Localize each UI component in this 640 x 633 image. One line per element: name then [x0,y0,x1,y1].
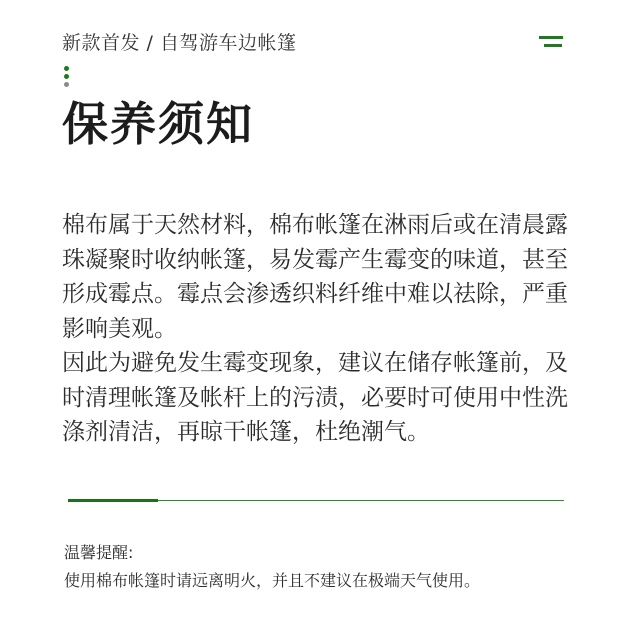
menu-icon-bar-top [539,36,563,39]
menu-icon[interactable] [536,36,566,48]
menu-icon-bar-bottom [544,44,562,47]
tip-text: 使用棉布帐篷时请远离明火，并且不建议在极端天气使用。 [64,571,481,590]
body-paragraph-2: 因此为避免发生霉变现象，建议在储存帐篷前，及时清理帐篷及帐杆上的污渍，必要时可使用中性洗涤剂清洁，再晾干帐篷，杜绝潮气。 [62,350,568,445]
dot [64,74,69,79]
tip-title: 温馨提醒: [64,543,134,562]
care-instructions-body [62,208,577,450]
dot [64,66,69,71]
body-paragraph-1: 棉布属于天然材料，棉布帐篷在淋雨后或在清晨露珠凝聚时收纳帐篷，易发霉产生霉变的味道，甚至形成霉点。霉点会渗透织料纤维中难以祛除，严重影响美观。 [62,212,568,342]
dot [64,82,69,87]
section-divider-accent [68,499,158,502]
decorative-dots-icon [64,66,70,88]
page-title: 保养须知 [62,97,254,151]
header-tag: 新款首发 / 自驾游车边帐篷 [62,32,297,54]
